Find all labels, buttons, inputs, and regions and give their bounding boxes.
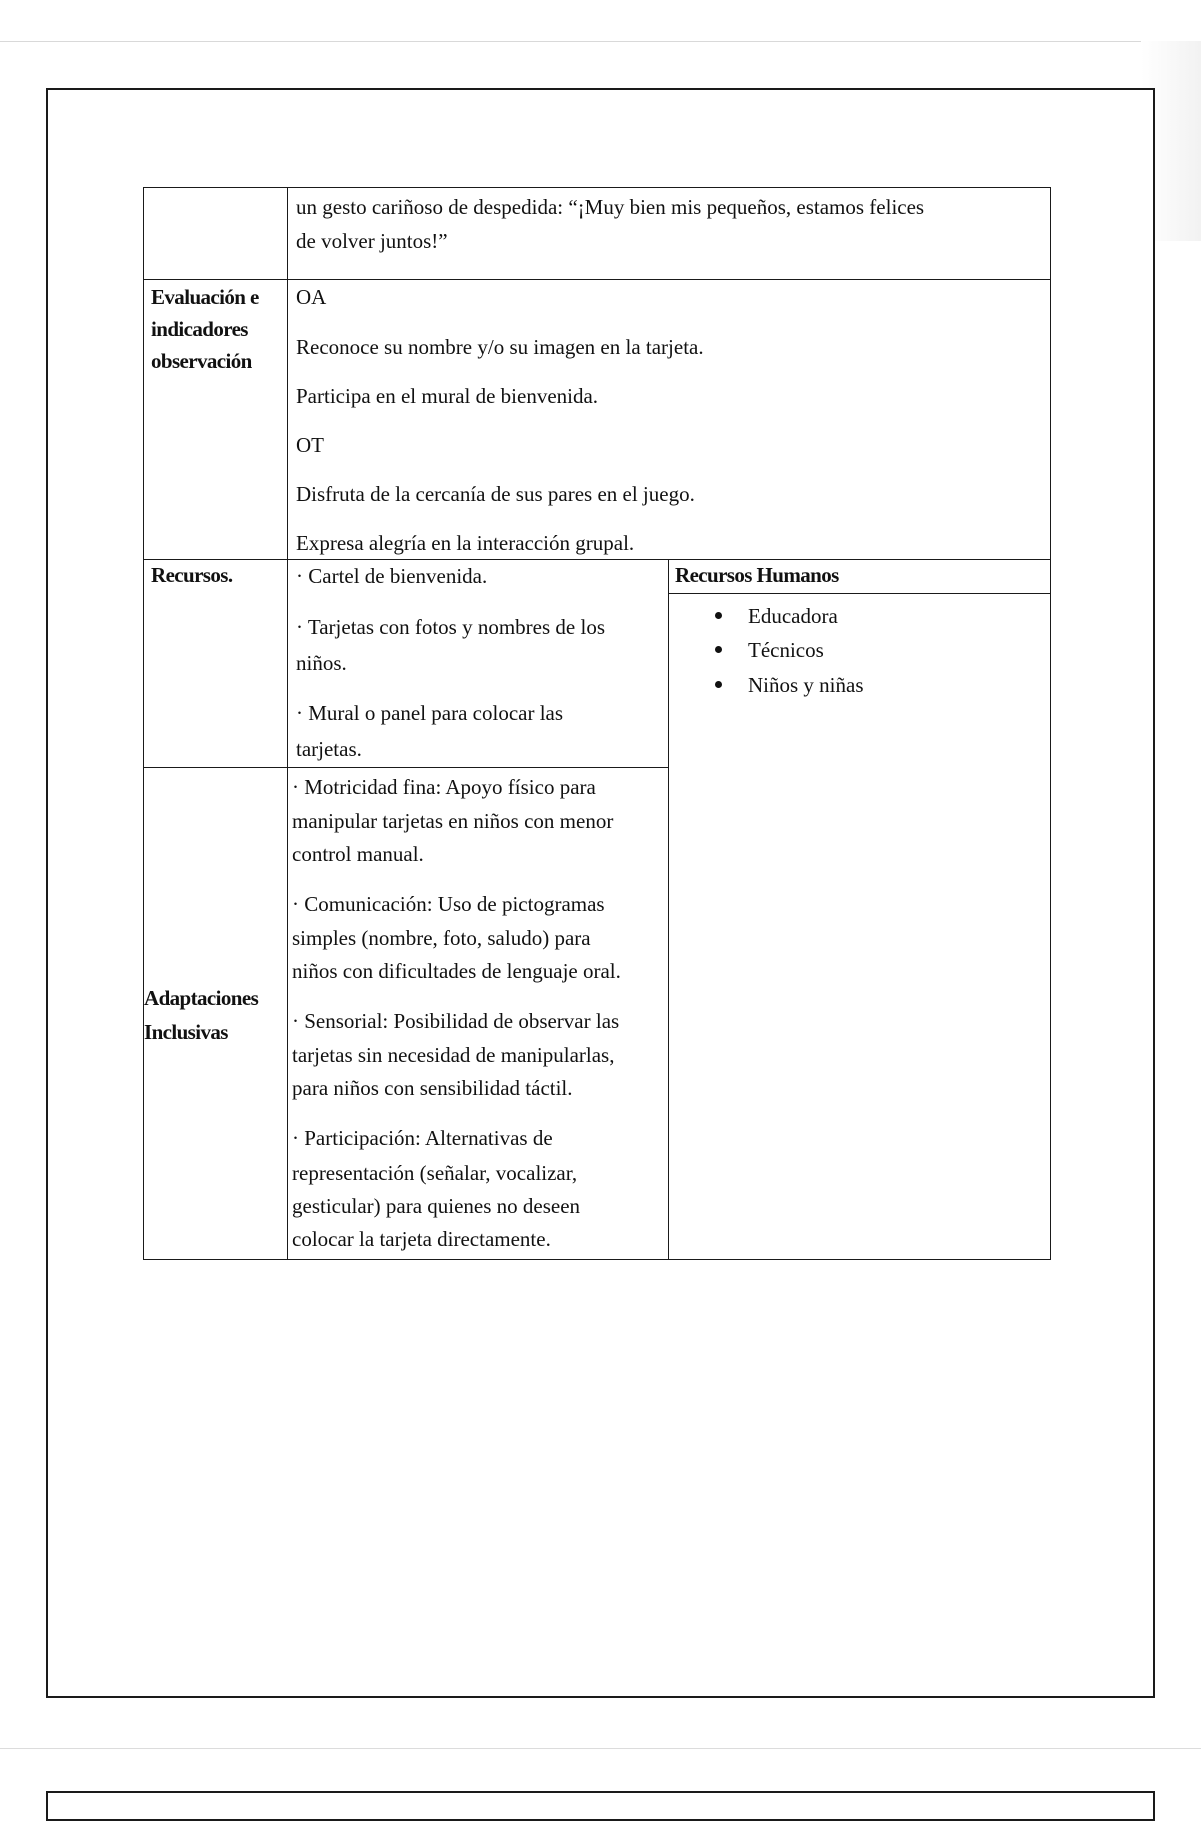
evaluacion-label-2: indicadores [151, 317, 248, 341]
oa-item-2: Participa en el mural de bienvenida. [296, 384, 599, 408]
bullet-icon [715, 646, 722, 653]
recurso-humano-1: Educadora [748, 604, 838, 628]
adaptacion-2-line1: · Comunicación: Uso de pictogramas [292, 892, 605, 916]
adaptacion-2-line2: simples (nombre, foto, saludo) para [292, 926, 591, 950]
recurso-humano-3: Niños y niñas [748, 673, 864, 697]
recurso-humano-2: Técnicos [748, 638, 824, 662]
farewell-text-line1: un gesto cariñoso de despedida: “¡Muy bien mis pequeños, estamos felices [296, 195, 925, 219]
adaptacion-4-line3: gesticular) para quienes no deseen [292, 1194, 581, 1218]
ot-item-2: Expresa alegría en la interacción grupal. [296, 531, 635, 555]
recurso-item-3-line1: · Mural o panel para colocar las [296, 701, 564, 725]
adaptacion-1-line1: · Motricidad fina: Apoyo físico para [292, 775, 596, 799]
ot-item-1: Disfruta de la cercanía de sus pares en el juego. [296, 482, 695, 506]
farewell-text-line2: de volver juntos!” [296, 229, 448, 253]
adaptacion-3-line1: · Sensorial: Posibilidad de observar las [292, 1009, 620, 1033]
recursos-humanos-heading: Recursos Humanos [675, 563, 839, 587]
oa-heading: OA [296, 285, 327, 309]
evaluacion-label-3: observación [151, 349, 252, 373]
recurso-item-3-line2: tarjetas. [296, 737, 362, 761]
document-page [46, 88, 1155, 1698]
next-document-page [46, 1791, 1155, 1821]
recurso-item-1: · Cartel de bienvenida. [296, 564, 488, 588]
page-separator [0, 1748, 1201, 1749]
adaptacion-1-line3: control manual. [292, 842, 424, 866]
viewer-top-bar [0, 0, 1201, 42]
oa-item-1: Reconoce su nombre y/o su imagen en la tarjeta. [296, 335, 704, 359]
adaptaciones-label-1: Adaptaciones [144, 986, 259, 1010]
adaptaciones-label-2: Inclusivas [144, 1020, 228, 1044]
adaptacion-1-line2: manipular tarjetas en niños con menor [292, 809, 614, 833]
adaptacion-3-line3: para niños con sensibilidad táctil. [292, 1076, 573, 1100]
adaptacion-4-line4: colocar la tarjeta directamente. [292, 1227, 551, 1251]
bullet-icon [715, 612, 722, 619]
adaptacion-2-line3: niños con dificultades de lenguaje oral. [292, 959, 621, 983]
adaptacion-3-line2: tarjetas sin necesidad de manipularlas, [292, 1043, 615, 1067]
adaptacion-4-line1: · Participación: Alternativas de [292, 1126, 553, 1150]
recurso-item-2-line1: · Tarjetas con fotos y nombres de los [296, 615, 605, 639]
recurso-item-2-line2: niños. [296, 651, 347, 675]
bullet-icon [715, 681, 722, 688]
adaptacion-4-line2: representación (señalar, vocalizar, [292, 1161, 578, 1185]
recursos-label: Recursos. [151, 563, 233, 587]
ot-heading: OT [296, 433, 324, 457]
evaluacion-label-1: Evaluación e [151, 285, 259, 309]
